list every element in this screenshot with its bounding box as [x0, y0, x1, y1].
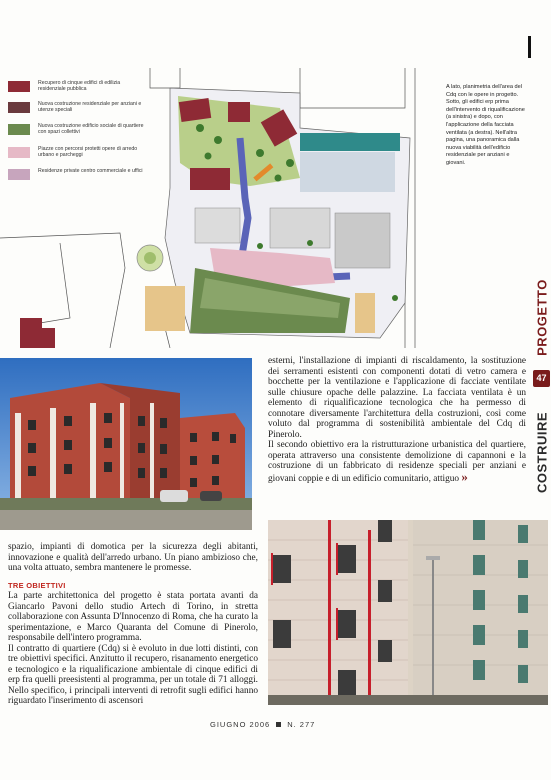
magazine-label-box [532, 395, 551, 505]
photo-buildings-before [0, 358, 252, 530]
continue-mark: » [461, 468, 468, 484]
paragraph: Il contratto di quartiere (Cdq) si è evoluto in due lotti distinti, con tre obiettivi specifici. Anzitutto il recupero, risanamento energetico e tecnologico e la riqualificazione ambientale di cinque edifici di erp fra quelli preesistenti al programma, per un totale di 71 alloggi. Nello specifico, i principali interventi di retrofit sugli edifici hanno riguardato l'inserimento di ascensori [8, 643, 258, 706]
legend-label: Piazze con percorsi protetti opere di arredo urbano e parcheggi [38, 146, 138, 159]
page-number-badge [533, 370, 550, 387]
legend-label: Nuova costruzione edificio sociale di quartiere con spazi collettivi [38, 123, 144, 136]
site-plan [0, 68, 440, 348]
legend-label: Recupero di cinque edifici di edilizia residenziale pubblica [38, 80, 121, 93]
issue-number: N. 277 [287, 720, 316, 729]
legend-label: Residenze private centro commerciale e uffici [38, 168, 143, 174]
section-label: PROGETTO [534, 279, 549, 356]
issue-date: GIUGNO 2006 [210, 720, 271, 729]
side-strip [532, 270, 551, 510]
photo-caption: A lato, planimetria dell'area del Cdq con le opere in progetto. Sotto, gli edifici erp prima dell'intervento di riqualificazione (a sinistra) e dopo, con l'applicazione della facciata ventilata (a destra). Nell'altra pagina, una panoramica dalla nuova viabilità dell'edificio residenziale per anziani e giovani. [446, 84, 525, 166]
footer [210, 720, 350, 729]
body-column-right [268, 356, 526, 484]
footer-separator [276, 722, 281, 727]
legend-label: Nuova costruzione residenziale per anziani e utenze speciali [38, 101, 142, 114]
top-rule-mark [528, 36, 531, 58]
page-number: 47 [536, 373, 547, 383]
magazine-label: COSTRUIRE [534, 411, 549, 494]
paragraph: Il secondo obiettivo era la ristrutturazione urbanistica del quartiere, operata attraverso una consistente demolizione di capannoni e la costruzione di un fabbricato di residenze speciali per anziani e giovani coppie e di un edificio comunitario, attiguo [268, 440, 526, 484]
photo-buildings-after [268, 520, 548, 705]
section-label-box [532, 270, 551, 365]
paragraph: esterni, l'installazione di impianti di riscaldamento, la sostituzione dei serramenti esistenti con componenti dotati di vetro camera e bocchette per la ventilazione e l'applicazione di facciate ventilate sulle chiusure opache delle palazzine. La facciata ventilata è un elemento di riqualificazione tecnologica che ha permesso di connotare diversamente l'architettura della costruzioni, così come voluto dal programma di sostenibilità ambientale del Cdq di Pinerolo. [268, 356, 526, 440]
subheading: TRE OBIETTIVI [8, 580, 66, 590]
paragraph: spazio, impianti di domotica per la sicurezza degli abitanti, innovazione e qualità dell'arredo urbano. Un piano ambizioso che, una volta attuato, sembra mantenere le promesse. [8, 542, 258, 573]
paragraph: La parte architettonica del progetto è stata portata avanti da Giancarlo Pavoni dello studio Artech di Torino, in stretta collaborazione con Assunta D'Innocenzo di Roma, che ha curato la sperimentazione, e Marco Quaranta del Comune di Pinerolo, responsabile dell'intero programma. [8, 591, 258, 643]
body-column-left [8, 542, 258, 707]
